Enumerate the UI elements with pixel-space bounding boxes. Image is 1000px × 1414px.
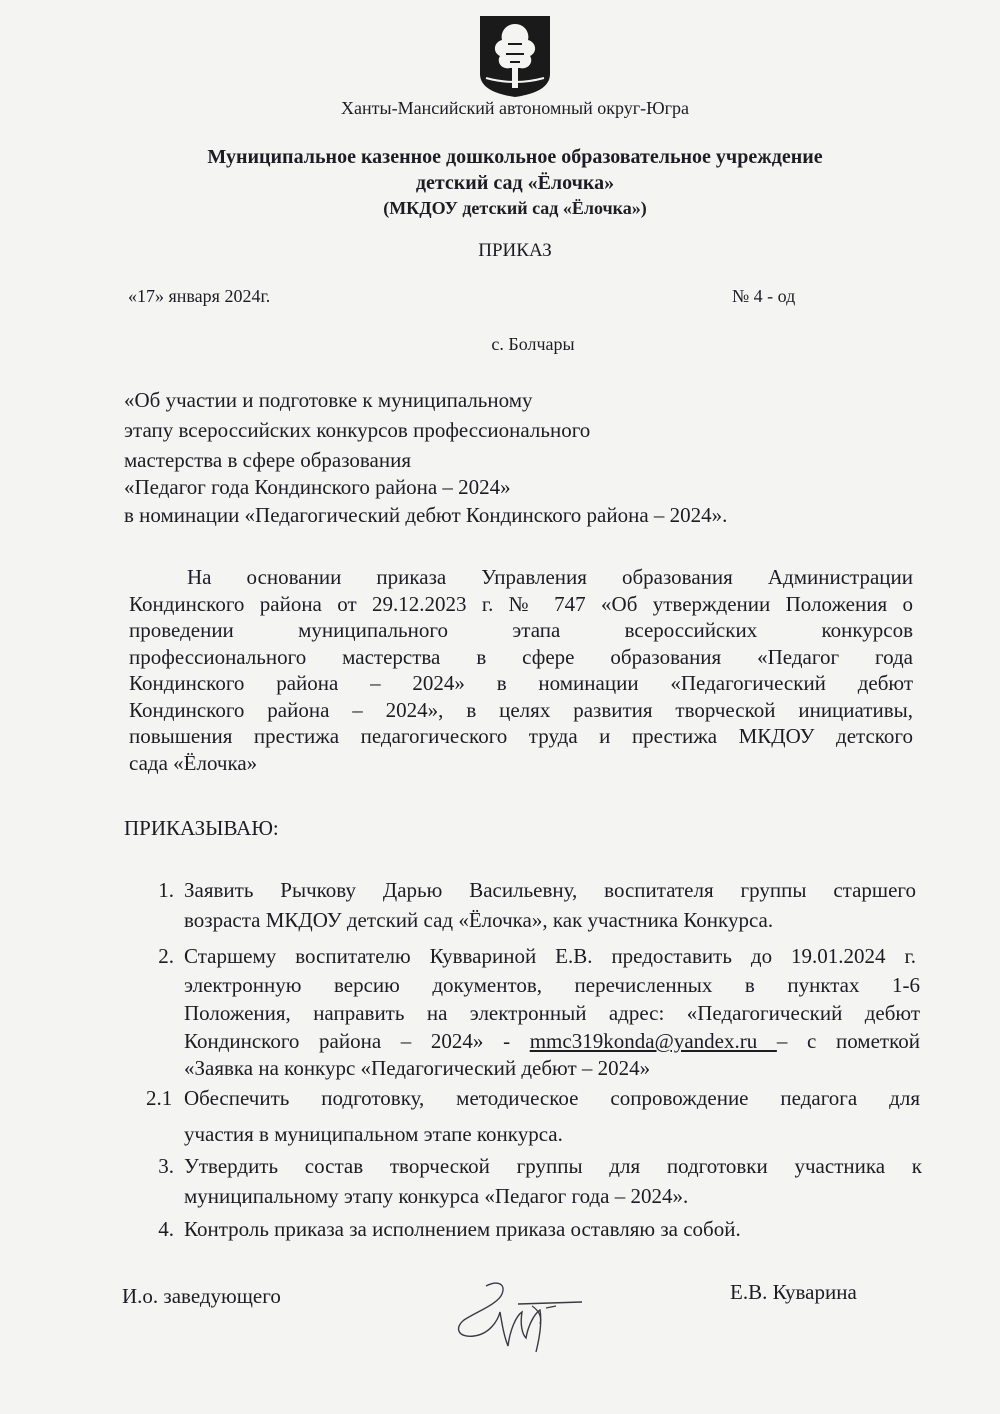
signatory-position: И.о. заведующего — [122, 1284, 281, 1308]
paragraph-line: проведении муниципального этапа всероссийских конкурсов — [129, 618, 913, 642]
list-item-line: участия в муниципальном этапе конкурса. — [184, 1122, 563, 1146]
subject-line: «Педагог года Кондинского района – 2024» — [124, 475, 511, 499]
region-name: Ханты-Мансийский автономный округ-Югра — [341, 98, 689, 118]
order-date: «17» января 2024г. — [128, 286, 271, 306]
list-item-line: Контроль приказа за исполнением приказа оставляю за собой. — [184, 1217, 741, 1241]
subject-line: этапу всероссийских конкурсов профессионального — [124, 418, 591, 442]
paragraph-line — [129, 564, 913, 591]
subject-line: в номинации «Педагогический дебют Кондинского района – 2024». — [124, 503, 728, 527]
subject-line: мастерства в сфере образования — [124, 448, 412, 472]
list-item-line: Заявить Рычкову Дарью Васильевну, воспитателя группы старшего — [184, 878, 916, 902]
list-item-line — [184, 1027, 920, 1055]
list-item-line: «Заявка на конкурс «Педагогический дебют – 2024» — [184, 1056, 651, 1080]
list-item-text: Кондинского района – 2024» - — [184, 1029, 530, 1053]
list-item-number: 2.1 — [146, 1086, 173, 1110]
subject-line: «Об участии и подготовке к муниципальному — [124, 388, 533, 412]
paragraph-line: повышения престижа педагогического труда и престижа МКДОУ детского — [129, 724, 913, 748]
list-item-line: муниципальному этапу конкурса «Педагог года – 2024». — [184, 1184, 689, 1208]
list-item-number: 3. — [158, 1154, 174, 1178]
order-number: № 4 - од — [732, 286, 796, 306]
coat-of-arms-emblem-icon — [478, 14, 552, 98]
organization-name-line-2: детский сад «Ёлочка» — [415, 172, 615, 194]
list-item-text: – с пометкой — [776, 1029, 920, 1053]
list-item-number: 1. — [158, 878, 174, 902]
list-item-number: 2. — [158, 944, 174, 968]
issue-place: с. Болчары — [491, 334, 575, 354]
organization-short-name: (МКДОУ детский сад «Ёлочка») — [383, 198, 647, 218]
list-item-line: Старшему воспитателю Куввариной Е.В. предоставить до 19.01.2024 г. — [184, 944, 916, 968]
basis-paragraph — [129, 564, 913, 776]
paragraph-line-text: На основании приказа Управления образования Администрации — [187, 565, 913, 589]
paragraph-line: сада «Ёлочка» — [129, 750, 258, 775]
paragraph-line: Кондинского района – 2024», в целях развития творческой инициативы, — [129, 697, 913, 722]
paragraph-line: Кондинского района от 29.12.2023 г. № 747 «Об утверждении Положения о — [129, 591, 913, 616]
email-link[interactable]: mmc319konda@yandex.ru — [529, 1029, 777, 1053]
handwritten-signature-icon — [446, 1276, 586, 1362]
document-type-title: ПРИКАЗ — [478, 240, 552, 261]
paragraph-line: профессионального мастерства в сфере образования «Педагог года — [129, 644, 913, 669]
list-item-line: Обеспечить подготовку, методическое сопровождение педагога для — [184, 1086, 920, 1110]
order-keyword: ПРИКАЗЫВАЮ: — [124, 816, 279, 840]
list-item-line: возраста МКДОУ детский сад «Ёлочка», как участника Конкурса. — [184, 908, 774, 932]
list-item-line: электронную версию документов, перечисленных в пунктах 1-6 — [184, 973, 920, 997]
list-item-line: Положения, направить на электронный адрес: «Педагогический дебют — [184, 1001, 920, 1025]
list-item-number: 4. — [158, 1217, 174, 1241]
signatory-name: Е.В. Куварина — [730, 1280, 857, 1304]
paragraph-line: Кондинского района – 2024» в номинации «Педагогический дебют — [129, 671, 913, 695]
organization-name-line-1: Муниципальное казенное дошкольное образовательное учреждение — [207, 146, 823, 168]
list-item-line: Утвердить состав творческой группы для подготовки участника к — [184, 1154, 922, 1178]
